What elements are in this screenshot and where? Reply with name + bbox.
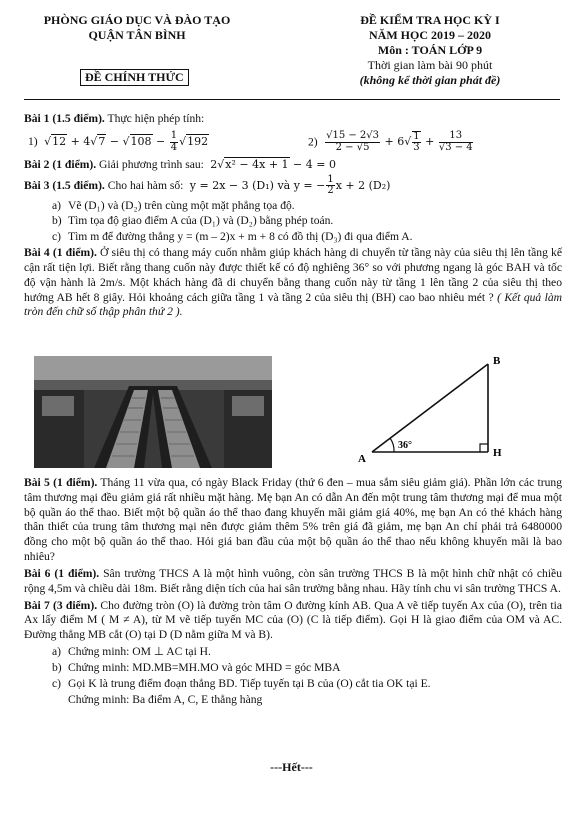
problem-6-title: Bài 6 (1 điểm). — [24, 566, 100, 580]
problem-6 — [24, 567, 562, 597]
header-divider — [24, 99, 560, 100]
problem-7-b: b) Chứng minh: MD.MB=MH.MO và góc MHD = góc MBA — [52, 660, 341, 674]
problem-4 — [24, 246, 562, 320]
triangle-diagram — [350, 350, 520, 470]
problem-2-title: Bài 2 (1 điểm). — [24, 157, 97, 171]
problem-6-text: Sân trường THCS A là một hình vuông, còn sân trường THCS B là một hình chữ nhật có chiều rộng 4,5m và chiều dài 18m. Biết rằng diện tích của hai sân trường bằng nhau. Hãy tính chu vi sân trường THCS A. — [24, 566, 562, 595]
problem-1-expressions — [24, 131, 562, 154]
problem-3 — [24, 175, 562, 197]
escalator-photo — [34, 356, 272, 468]
problem-2-text: Giải phương trình sau: — [96, 157, 204, 171]
functions: y = 2x − 3 (D₁) và y = − $\frac{1}{2}$ x + 2 (D₂) — [186, 173, 391, 197]
expression-2-math: $\frac{√15 - 2√3}{2 - √5}$ + 6√ $\frac{1}{3}$ + $\frac{13}{√3 - 4}$ — [326, 130, 473, 154]
problem-1-title: Bài 1 (1.5 điểm). — [24, 112, 105, 125]
exam-body-lower — [24, 476, 562, 708]
exam-header — [305, 13, 555, 88]
problem-7-c-proof: Chứng minh: Ba điểm A, C, E thẳng hàng — [68, 692, 263, 706]
problem-5-title: Bài 5 (1 điểm). — [24, 476, 98, 489]
end-marker: ---Hết--- — [270, 760, 313, 774]
exam-subject: Môn : TOÁN LỚP 9 — [377, 43, 483, 57]
problem-7-title: Bài 7 (3 điểm). — [24, 598, 98, 612]
problem-4-note: ( Kết quả làm tròn đến chữ số thập phân thứ 2 ). — [24, 290, 562, 319]
vertex-b-label: B — [493, 355, 501, 367]
problem-4-title: Bài 4 (1 điểm). — [24, 246, 97, 260]
problem-3-b: b) Tìm tọa độ giao điểm A của (D₁) và (D₂) bằng phép toán. — [52, 214, 334, 228]
problem-7-text: Cho đường tròn (O) là đường tròn tâm O đường kính AB. Qua A vẽ tiếp tuyến Ax của (O), trên tia Ax lấy điểm M ( M ≠ A), từ M vẽ tiếp tuyến MC của (O) (C là tiếp điểm). Gọi H là giao điểm của OM và AC. Đường thẳng MB cắt (O) tại D (D nằm giữa M và B). — [24, 598, 562, 642]
equation: 2√x² − 4x + 1 − 4 = 0 — [206, 157, 336, 171]
school-year: NĂM HỌC 2019 – 2020 — [369, 28, 491, 42]
problem-1-text: Thực hiện phép tính: — [104, 112, 205, 125]
school-header — [22, 13, 252, 43]
exam-body — [24, 112, 562, 322]
angle-arc — [390, 438, 394, 452]
problem-7-c: c) Gọi K là trung điểm đoạn thẳng BD. Tiếp tuyến tại B của (O) cắt tia OK tại E. — [52, 676, 431, 690]
problem-5-text: Tháng 11 vừa qua, có ngày Black Friday (thứ 6 đen – mua sắm siêu giảm giá). Phần lớn các trung tâm thương mại đều giảm giá rất nhiều mặt hàng. Mẹ bạn An có dẫn An đến một trung tâm thương mại để mua một bộ quần áo thể thao. Biết một bộ quần áo thể thao đang khuyến mãi giảm giá 40%, mẹ bạn An có thẻ khách hàng thân thiết của trung tâm thương mại nên được giảm thêm 5% trên giá đã giảm, mẹ bạn An chỉ phải trả 6480000 đồng cho một bộ quần áo thể thao. Hỏi giá ban đầu của một bộ quần áo thể thao nếu không khuyến mãi là bao nhiêu? — [24, 476, 562, 564]
problem-3-a: a) Vẽ (D₁) và (D₂) trên cùng một mặt phẳng tọa độ. — [52, 198, 295, 212]
vertex-a-label: A — [358, 453, 366, 465]
problem-1 — [24, 112, 562, 127]
expression-1 — [24, 131, 308, 153]
side-AB — [372, 364, 488, 452]
official-stamp: ĐỀ CHÍNH THỨC — [80, 69, 189, 86]
problem-5 — [24, 476, 562, 565]
expression-2 — [308, 131, 474, 154]
escalator-image — [34, 356, 272, 468]
department-name: PHÒNG GIÁO DỤC VÀ ĐÀO TẠO — [43, 13, 231, 27]
right-angle-mark — [480, 444, 488, 452]
angle-label: 36° — [398, 440, 412, 451]
district-name: QUẬN TÂN BÌNH — [88, 28, 186, 42]
problem-3-c: c) Tìm m để đường thẳng y = (m – 2)x + m + 8 có đồ thị (D₃) đi qua điểm A. — [52, 230, 413, 244]
expression-1-math: √12 + 4√7 − √108 − $\frac{1}{4}$ √192 — [40, 130, 209, 153]
exam-time: Thời gian làm bài 90 phút — [367, 58, 493, 72]
problem-3-title: Bài 3 (1.5 điểm). — [24, 178, 105, 192]
problem-2 — [24, 158, 562, 173]
exam-time-note: (không kể thời gian phát đề) — [359, 73, 501, 87]
problem-7-a: a) Chứng minh: OM ⊥ AC tại H. — [52, 645, 211, 659]
vertex-h-label: H — [493, 447, 502, 459]
exam-title: ĐỀ KIỂM TRA HỌC KỲ I — [360, 13, 500, 27]
problem-7 — [24, 599, 562, 643]
problem-4-text: Ở siêu thị có thang máy cuốn nhằm giúp khách hàng di chuyển từ tầng này của siêu thị lên tầng kế cận rất tiện lợi. Biết rằng thang cuốn này được thiết kế có độ nghiêng 36° so với phương ngang là góc BAH và tốc độ vận hành là 2m/s. Một khách hàng đã di chuyển bằng thang cuốn này từ tầng 1 lên tầng 2 của siêu thị theo hướng AB hết 8 giây. Hỏi khoảng cách giữa tầng 1 và tầng 2 của siêu thị (BH) cao bao nhiêu mét ? — [24, 246, 562, 304]
expression-1-label: 1) — [28, 135, 38, 149]
expression-2-label: 2) — [308, 135, 318, 149]
problem-3-text: Cho hai hàm số: — [104, 178, 184, 192]
